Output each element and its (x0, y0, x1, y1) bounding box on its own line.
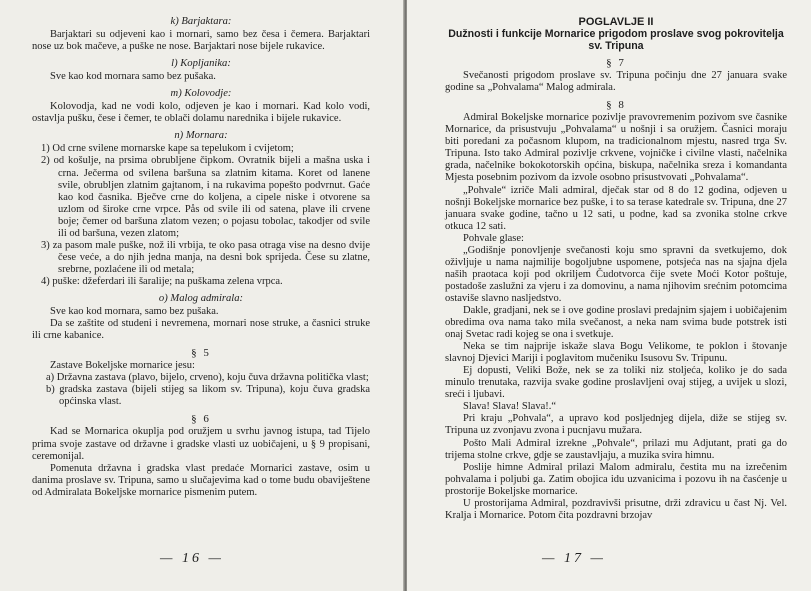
paragraph-kolovodje: Kolovodja, kad ne vodi kolo, odjeven je kao i mornari. Kad kolo vodi, ostavlja pušku, česе i čemer, te oblači dolamu narednika i bijele rukavice. (32, 101, 370, 125)
heading-malog-admirala: o) Malog admirala: (158, 292, 244, 304)
page-number-right: — 17 — (542, 551, 606, 566)
heading-barjaktara: k) Barjaktara: (170, 16, 232, 27)
right-page (407, 0, 811, 591)
list-item: 4) puške: džeferdari ili šaralije; na puškama zelena vrpca. (41, 275, 283, 287)
section-8-paragraph-4: „Godišnje ponovljenje svečanosti koju smo spravni da svetkujemo, dok oživljuje u nama najmilije bogoljubne uspomene, potsjeća nas na sjajna djela naših praotaca koji pod okriljem Čudotvorca čije svete Moći Kotor poštuje, postadoše zaslužni za vjeru i za domovinu, a nama njihovim srećnim potomcima ostaviše slavno nasljedstvo. (445, 244, 787, 304)
heading-kolovodje: m) Kolovodje: (170, 88, 232, 100)
chapter-title: Dužnosti i funkcije Mornarice prigodom proslave svog pokrovitelja sv. Tripuna (448, 28, 784, 52)
paragraph-kopljanika: Sve kao kod mornara samo bez pušaka. (50, 71, 216, 83)
section-6-paragraph-1: Kad se Mornarica okuplja pod oružjem u svrhu javnog istupa, tad Tijelo prima svoje zastave od državne i gradske vlasti uz uobičajeni, u § 9 propisani, ceremonijal. (32, 426, 370, 462)
paragraph-barjaktara: Barjaktari su odjeveni kao i mornari, samo bez česa i čemera. Barjaktari nose uz bok mačeve, a puške ne nose. Barjaktari nose bijele rukavice. (32, 29, 370, 53)
list-item: 1) Od crne svilene mornarske kape sa tepelukom i cvijetom; (41, 143, 294, 155)
section-8-paragraph-1: Admiral Bokeljske mornarice pozivlje pravovremenim pozivom sve časnike Mornarice, da prisustvuju „Pohvalama“ u nošnji i sa oružjem. Časnici moraju biti poredani za počasnom klupom, na tradicionalnom mjestu, nasred trga Sv. Tripuna. Isto tako Admiral pozivlje crkvene, vojničke i civilne vlasti, načelnika grada, načelnike bokokotorskih općina, biskupa, načelnika sreza i komandanta Mjesta posebnim pozivom da izvole osobno prisustvovati „Pohvalama“. (445, 112, 787, 184)
section-8-paragraph-6: Neka se tim najprije iskaže slava Bogu Velikome, te poklon i štovanje slavnoj Djevici Mariji i poglavitom mučeniku Isusovu Sv. Tripunu. (445, 341, 787, 365)
section-8-paragraph-11: Poslije himne Admiral prilazi Malom admiralu, čestita mu na izrečenim pohvalama i poljubi ga. Zatim obojica idu uzvanicima i pozovu ih na časćenje u prostorije Bokeljske mornarice. (445, 461, 787, 497)
section-8-paragraph-3: Pohvale glase: (463, 232, 524, 244)
section-5-heading: § 5 (191, 347, 211, 360)
section-6-paragraph-2: Pomenuta državna i gradska vlast predaće Mornarici zastave, osim u danima proslave sv. Tripuna, samo u slučajevima kad o tome budu obaviještene od Admiralata Bokeljske mornarice pismenim putem. (32, 462, 370, 498)
list-item: 3) za pasom male puške, nož ili vrbija, te oko pasa otraga vise na desno dvije česе veće, a do njih jedna manja, na desni bok sprijeda. Česе su zlatne, srebrne, pozlaćene ili od metala; (41, 239, 370, 275)
section-7-paragraph: Svečanosti prigodom proslave sv. Tripuna počinju dne 27 januara svake godine sa „Pohvalama“ Malog admirala. (445, 70, 787, 94)
heading-mornara: n) Mornara: (174, 130, 228, 142)
section-5-item-a: a) Državna zastava (plavo, bijelo, crveno), koju čuva državna politička vlast; (46, 372, 369, 384)
section-8-paragraph-10: Pošto Mali Admiral izrekne „Pohvale“, prilazi mu Adjutant, prati ga do trijema stolne crkve, gdje se zaustavljaju, a muzika svira himnu. (445, 437, 787, 461)
section-8-paragraph-5: Dakle, gradjani, nek se i ove godine proslavi predajnim sjajem i uobičajenim obredima ova nama tako mila svečanost, a neka nam svima bude potstrek isti onaj Svetac radi kojeg se ona i svetkuje. (445, 304, 787, 341)
section-8-paragraph-8: Slava! Slava! Slava!.“ (463, 401, 557, 413)
left-text-column (32, 16, 370, 499)
section-5-intro: Zastave Bokeljske mornarice jesu: (50, 360, 195, 372)
paragraph-malog-admirala-2: Da se zaštite od studeni i nevremena, mornari nose struke, a časnici struke ili crne kabanice. (32, 318, 370, 342)
section-8-paragraph-7: Ej dopusti, Veliki Bože, nek se za toliki niz stoljeća, koliko je do sada minulo trenutaka, razvija svake godine proslavljeni ovaj stijeg, a uvijek u slozi, sreći i ljubavi. (445, 365, 787, 401)
chapter-heading: POGLAVLJE II (578, 16, 654, 28)
section-8-paragraph-9: Pri kraju „Pohvala“, a upravo kod posljednjeg dijela, diže se stijeg sv. Tripuna uz zvonjavu zvona i pucnjavu mužara. (445, 413, 787, 437)
section-8-paragraph-2: „Pohvale“ izriče Mali admiral, dječak star od 8 do 12 godina, odjeven u nošnji Bokeljske mornarice bez puške, i to sa terase katedrale sv. Tripuna, dne 27 januara svake godine, tačno u 12 sati, u podne, kad sa zvonika stolne crkve otkuca 12 sati. (445, 184, 787, 232)
section-6-heading: § 6 (191, 413, 211, 426)
paragraph-malog-admirala-1: Sve kao kod mornara, samo bez pušaka. (50, 306, 219, 318)
section-8-paragraph-12: U prostorijama Admiral, pozdravivši prisutne, drži zdravicu u čast Nj. Vel. Kralja i Mornarice. Potom čita pozdravni brzojav (445, 497, 787, 521)
section-5-item-b: b) gradska zastava (bijeli stijeg sa likom sv. Tripuna), koju čuva gradska općinska vlast. (46, 384, 370, 408)
page-number-left: — 16 — (160, 551, 224, 566)
left-page (0, 0, 404, 591)
list-item: 2) od košulje, na prsima obrubljene čipkom. Ovratnik bijeli a mašna uska i crna. Ječerma od svilena baršuna sa zlatnim kitama. Koret od lanene svile, obrubljen zlatnim gajtanom, i na rukavima popešto podvrnut. Gaće kao kod časnika. Bječve crne do koljena, a cipele niske i otvorene sa uzlom od široke crne vrpce. Pås od svile ili od satena, plave ili crvene boje; čemer od baršuna zlatom vezen; o pojasu tobolac, takodjer od svile ili od baršuna, vezen zlatom; (41, 155, 370, 239)
heading-kopljanika: l) Kopljanika: (171, 58, 231, 70)
section-8-heading: § 8 (606, 99, 626, 112)
section-7-heading: § 7 (606, 57, 626, 70)
right-text-column (445, 16, 787, 522)
